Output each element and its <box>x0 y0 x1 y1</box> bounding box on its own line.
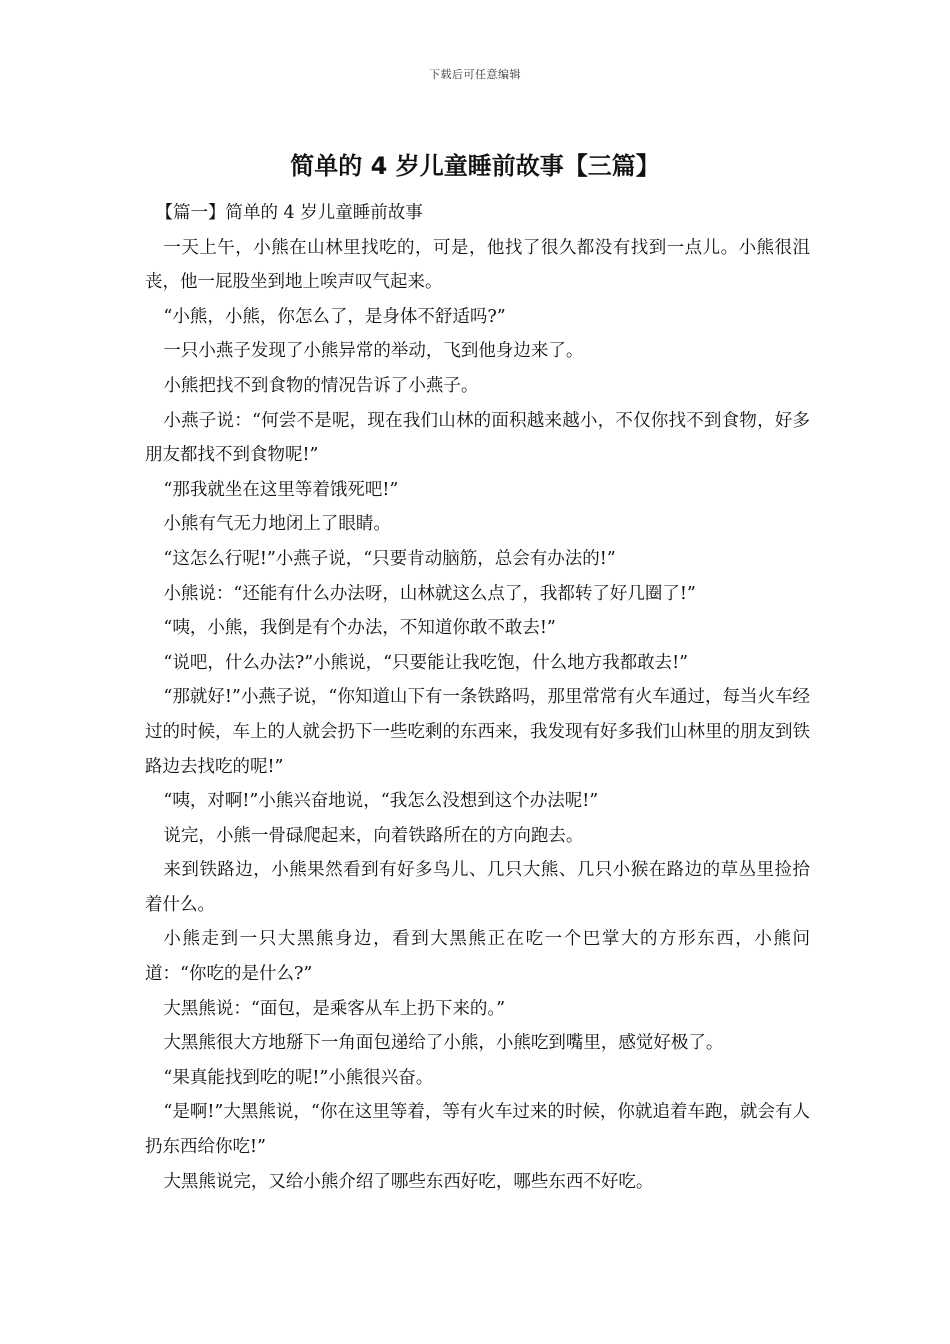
paragraph: 大黑熊说完，又给小熊介绍了哪些东西好吃，哪些东西不好吃。 <box>163 1171 654 1192</box>
paragraph: 来到铁路边，小熊果然看到有好多鸟儿、几只大熊、几只小猴在路边的草丛里捡拾着什么。 <box>145 860 810 915</box>
paragraph: 小熊有气无力地闭上了眼睛。 <box>163 514 391 535</box>
page-header-text: 下载后可任意编辑 <box>429 68 521 81</box>
paragraph: 小熊说：“还能有什么办法呀，山林就这么点了，我都转了好几圈了!” <box>163 583 696 604</box>
paragraph: “小熊，小熊，你怎么了，是身体不舒适吗?” <box>163 306 506 327</box>
paragraph: “那就好!”小燕子说，“你知道山下有一条铁路吗，那里常常有火车通过，每当火车经过的时候，车上的人就会扔下一些吃剩的东西来，我发现有好多我们山林里的朋友到铁路边去找吃的呢!” <box>145 687 810 777</box>
paragraph: 说完，小熊一骨碌爬起来，向着铁路所在的方向跑去。 <box>163 825 584 846</box>
paragraph: 小熊走到一只大黑熊身边，看到大黑熊正在吃一个巴掌大的方形东西，小熊问道：“你吃的是什么?” <box>145 929 810 985</box>
document-body <box>145 196 810 1199</box>
paragraph: 大黑熊说：“面包，是乘客从车上扔下来的。” <box>163 998 506 1019</box>
section-heading: 【篇一】简单的 4 岁儿童睡前故事 <box>155 203 423 223</box>
paragraph: “那我就坐在这里等着饿死吧!” <box>163 479 399 500</box>
paragraph: 大黑熊很大方地掰下一角面包递给了小熊，小熊吃到嘴里，感觉好极了。 <box>163 1033 724 1054</box>
paragraph: “说吧，什么办法?”小熊说，“只要能让我吃饱，什么地方我都敢去!” <box>163 652 689 673</box>
paragraph: 小燕子说：“何尝不是呢，现在我们山林的面积越来越小，不仅你找不到食物，好多朋友都找不到食物呢!” <box>145 410 810 466</box>
paragraph: 一天上午，小熊在山林里找吃的，可是，他找了很久都没有找到一点儿。小熊很沮丧，他一屁股坐到地上唉声叹气起来。 <box>145 237 810 293</box>
paragraph: “果真能找到吃的呢!”小熊很兴奋。 <box>163 1067 434 1088</box>
paragraph: 一只小燕子发现了小熊异常的举动，飞到他身边来了。 <box>163 341 584 362</box>
paragraph: “咦，小熊，我倒是有个办法，不知道你敢不敢去!” <box>163 618 556 639</box>
paragraph: “这怎么行呢!”小燕子说，“只要肯动脑筋，总会有办法的!” <box>163 548 616 569</box>
document-title: 简单的 4 岁儿童睡前故事【三篇】 <box>290 152 660 180</box>
page-header <box>0 66 950 82</box>
paragraph: 小熊把找不到食物的情况告诉了小燕子。 <box>163 375 479 396</box>
paragraph: “咦，对啊!”小熊兴奋地说，“我怎么没想到这个办法呢!” <box>163 791 599 812</box>
paragraph: “是啊!”大黑熊说，“你在这里等着，等有火车过来的时候，你就追着车跑，就会有人扔东西给你吃!” <box>145 1102 810 1158</box>
